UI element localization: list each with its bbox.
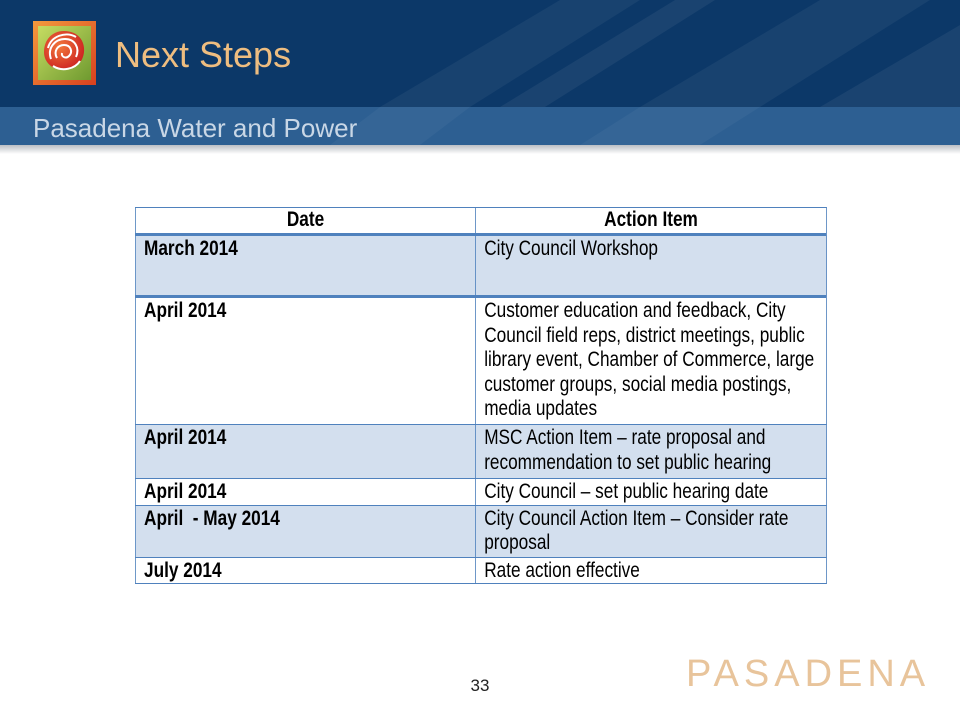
table-row [135,235,826,297]
header-shadow [0,145,960,154]
row-action-item: Rate action effective [476,557,827,584]
table-row [135,557,826,584]
table-row [135,425,826,479]
pasadena-rose-logo [33,21,96,85]
row-action-item: City Council Workshop [476,235,827,297]
row-action-item: MSC Action Item – rate proposal and recommendation to set public hearing [476,425,827,479]
row-date: July 2014 [135,557,475,584]
header-action-item: Action Item [476,208,827,235]
pasadena-wordmark-logo: PASADENA [686,653,931,695]
table-header-row [135,208,826,235]
row-date: April - May 2014 [135,505,475,557]
header-date: Date [135,208,475,235]
row-action-item: City Council – set public hearing date [476,479,827,506]
table-row [135,479,826,506]
row-date: April 2014 [135,297,475,425]
slide-subtitle: Pasadena Water and Power [33,113,358,143]
row-action-item: City Council Action Item – Consider rate proposal [476,505,827,557]
row-date: March 2014 [135,235,475,297]
row-date: April 2014 [135,425,475,479]
page-number: 33 [470,676,490,695]
row-date: April 2014 [135,479,475,506]
table-scaler [135,207,826,584]
next-steps-table [135,207,827,584]
table-row [135,505,826,557]
row-action-item: Customer education and feedback, City Council field reps, district meetings, public library event, Chamber of Commerce, large customer groups, social media postings, media updates [476,297,827,425]
table-row [135,297,826,425]
slide-title: Next Steps [115,34,292,75]
table-container [135,207,827,584]
